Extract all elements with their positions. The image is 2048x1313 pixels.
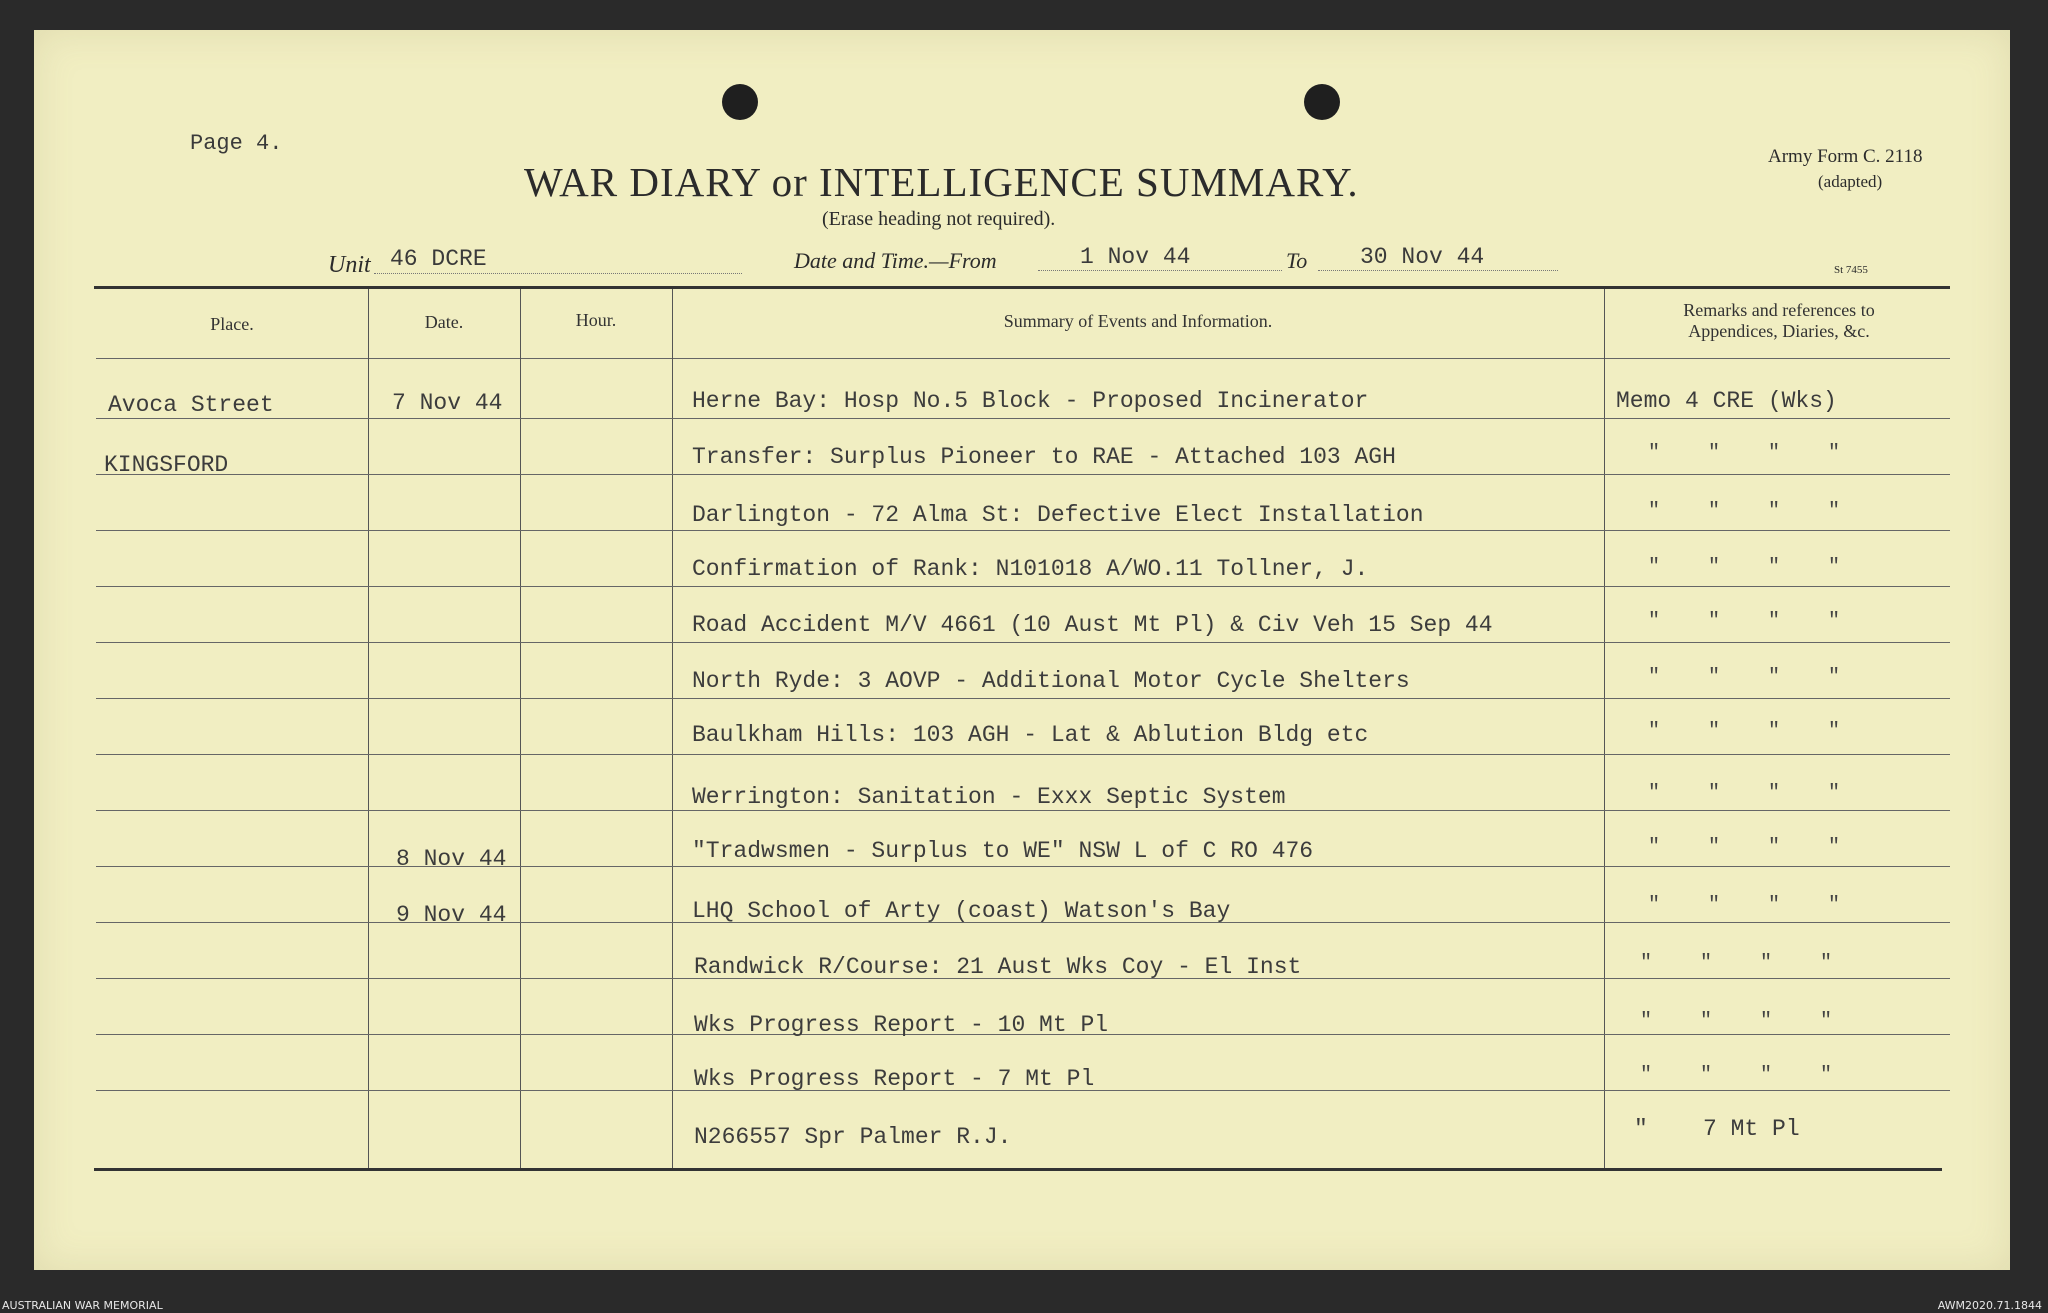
unit-label: Unit [328, 252, 371, 278]
erase-note: (Erase heading not required). [822, 208, 1056, 230]
summary-cell: Wks Progress Report - 10 Mt Pl [694, 1012, 1109, 1038]
row-rule [96, 810, 1950, 811]
remarks-cell: " " " " [1648, 782, 1841, 805]
from-dotted-line [1038, 270, 1282, 271]
summary-cell: LHQ School of Arty (coast) Watson's Bay [692, 898, 1231, 924]
col-header-summary: Summary of Events and Information. [1003, 311, 1273, 331]
col-header-remarks: Remarks and references to Appendices, Diaries, &c. [1683, 300, 1875, 341]
summary-cell: Herne Bay: Hosp No.5 Block - Proposed Incinerator [692, 388, 1369, 414]
unit-value: 46 DCRE [390, 246, 487, 272]
row-rule [96, 474, 1950, 475]
date-time-label: Date and Time.—From [794, 248, 997, 273]
to-dotted-line [1318, 270, 1558, 271]
summary-cell: Darlington - 72 Alma St: Defective Elect Installation [692, 502, 1424, 528]
remarks-cell: " " " " [1648, 610, 1841, 633]
col-header-hour: Hour. [575, 310, 617, 330]
row-rule [96, 698, 1950, 699]
summary-cell: Baulkham Hills: 103 AGH - Lat & Ablution Bldg etc [692, 722, 1369, 748]
stock-number: St 7455 [1834, 264, 1868, 276]
remarks-cell: " " " " [1648, 836, 1841, 859]
to-label: To [1286, 248, 1308, 273]
unit-dotted-line [374, 273, 742, 274]
page-label: Page 4. [190, 131, 283, 156]
punch-hole-left [722, 84, 758, 120]
row-rule [96, 642, 1950, 643]
remarks-cell: " " " " [1648, 442, 1841, 465]
date-cell: 8 Nov 44 [396, 846, 507, 872]
summary-cell: Randwick R/Course: 21 Aust Wks Coy - El Inst [694, 954, 1302, 980]
col-rule-3 [672, 289, 673, 1168]
col-rule-2 [520, 289, 521, 1168]
row-rule [96, 754, 1950, 755]
summary-cell: "Tradwsmen - Surplus to WE" NSW L of C RO 476 [692, 838, 1314, 864]
row-rule [96, 418, 1950, 419]
col-rule-4 [1604, 289, 1605, 1168]
summary-cell: North Ryde: 3 AOVP - Additional Motor Cycle Shelters [692, 668, 1410, 694]
summary-cell: N266557 Spr Palmer R.J. [694, 1124, 1012, 1150]
place-cell: Avoca Street [108, 392, 274, 418]
header-bottom-rule [96, 358, 1950, 359]
table-bottom-rule [94, 1168, 1942, 1171]
to-value: 30 Nov 44 [1360, 244, 1485, 270]
col-header-date: Date. [424, 312, 464, 332]
from-value: 1 Nov 44 [1080, 244, 1191, 270]
remarks-cell: " " " " [1640, 1064, 1833, 1087]
remarks-cell: " " " " [1648, 720, 1841, 743]
remarks-cell: " " " " [1648, 556, 1841, 579]
footer-left-label: AUSTRALIAN WAR MEMORIAL [2, 1299, 163, 1312]
col-rule-1 [368, 289, 369, 1168]
row-rule [96, 866, 1950, 867]
summary-cell: Transfer: Surplus Pioneer to RAE - Attached 103 AGH [692, 444, 1396, 470]
diary-sheet [34, 30, 2010, 1270]
remarks-cell: " " " " [1648, 894, 1841, 917]
row-rule [96, 530, 1950, 531]
row-rule [96, 586, 1950, 587]
remarks-cell: " " " " [1640, 1010, 1833, 1033]
remarks-cell: " " " " [1648, 666, 1841, 689]
footer-right-label: AWM2020.71.1844 [1937, 1299, 2042, 1312]
army-form-label: Army Form C. 2118 [1768, 146, 1923, 167]
place-cell: KINGSFORD [104, 452, 229, 478]
col-header-place: Place. [210, 314, 254, 334]
table-top-rule [94, 286, 1950, 289]
remarks-cell: " " " " [1640, 952, 1833, 975]
remarks-cell: " " " " [1648, 500, 1841, 523]
punch-hole-right [1304, 84, 1340, 120]
date-cell: 7 Nov 44 [392, 390, 503, 416]
remarks-cell: Memo 4 CRE (Wks) [1616, 388, 1837, 414]
summary-cell: Road Accident M/V 4661 (10 Aust Mt Pl) & Civ Veh 15 Sep 44 [692, 612, 1493, 638]
date-cell: 9 Nov 44 [396, 902, 507, 928]
summary-cell: Werrington: Sanitation - Exxx Septic System [692, 784, 1286, 810]
adapted-label: (adapted) [1818, 172, 1883, 191]
remarks-cell: " 7 Mt Pl [1634, 1116, 1800, 1142]
summary-cell: Confirmation of Rank: N101018 A/WO.11 Tollner, J. [692, 556, 1369, 582]
summary-cell: Wks Progress Report - 7 Mt Pl [694, 1066, 1095, 1092]
page-title: WAR DIARY or INTELLIGENCE SUMMARY. [524, 159, 1359, 205]
